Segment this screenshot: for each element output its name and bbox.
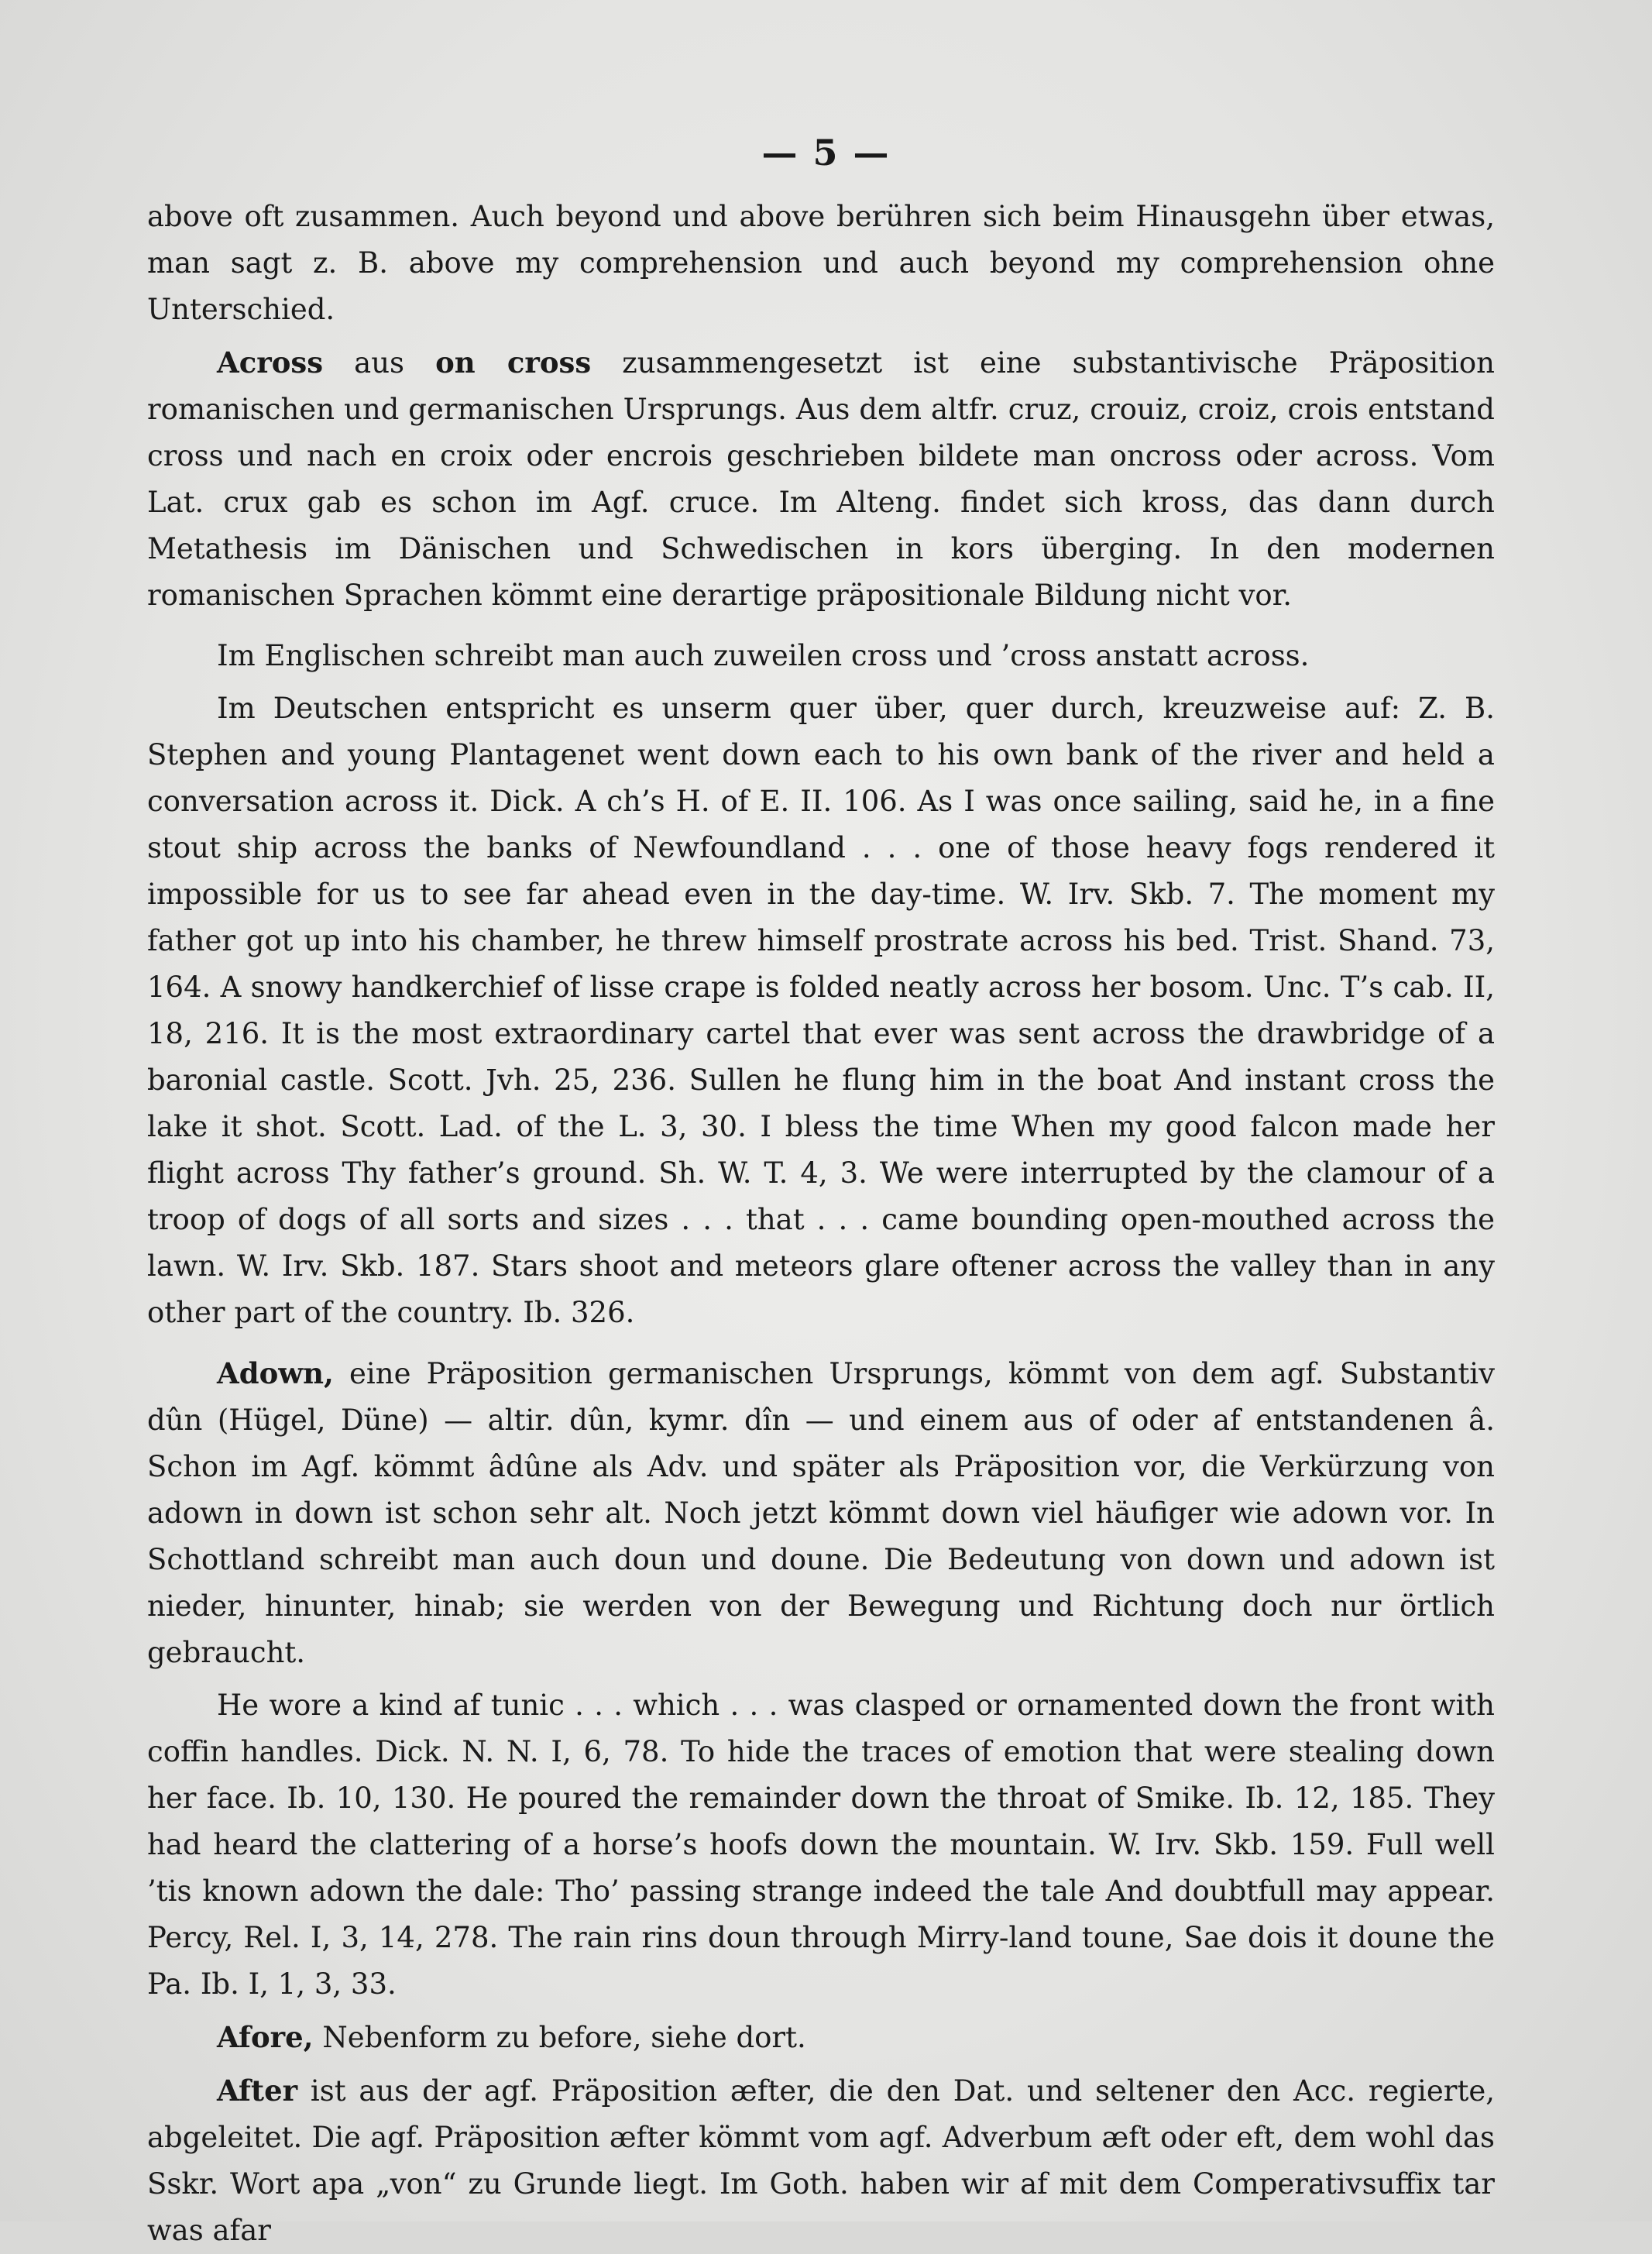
paragraph-text: zusammengesetzt ist eine substantivische Präposition romanischen und germanischen Ursprungs. Aus dem altfr. cruz, crouiz, croiz, crois entstand cross und nach en croix oder encrois geschrieben bildete man oncross oder across. Vom Lat. crux gab es schon im Agf. cruce. Im Alteng. findet sich kross, das dann durch Metathesis im Dänischen und Schwedischen in kors überging. In den modernen romanischen Sprachen kömmt eine derartige präpositionale Bildung nicht vor.	[147, 346, 1495, 612]
page-number: — 5 —	[761, 132, 891, 174]
lemma-adown: Adown,	[217, 1356, 334, 1390]
paragraph-text: above oft zusammen. Auch beyond und above berühren sich beim Hinausgehn über etwas, man sagt z. B. above my comprehension und auch beyond my comprehension ohne Unterschied.	[147, 200, 1495, 326]
paragraph-text: He wore a kind af tunic . . . which . . . was clasped or ornamented down the front with coffin handles. Dick. N. N. I, 6, 78. To hide the traces of emotion that were stealing down her face. Ib. 10, 130. He poured the remainder down the throat of Smike. Ib. 12, 185. They had heard the clattering of a horse’s hoofs down the mountain. W. Irv. Skb. 159. Full well ’tis known adown the dale: Tho’ passing strange indeed the tale And doubtfull may appear. Percy, Rel. I, 3, 14, 278. The rain rins doun through Mirry-land toune, Sae dois it doune the Pa. Ib. I, 1, 3, 33.	[147, 1689, 1495, 2001]
body-text	[147, 194, 1495, 2254]
paragraph-text: Im Deutschen entspricht es unserm quer über, quer durch, kreuzweise auf: Z. B. Stephen and young Plantagenet went down each to his own bank of the river and held a conversation across it. Dick. A ch’s H. of E. II. 106. As I was once sailing, said he, in a fine stout ship across the banks of Newfoundland . . . one of those heavy fogs rendered it impossible for us to see far ahead even in the day-time. W. Irv. Skb. 7. The moment my father got up into his chamber, he threw himself prostrate across his bed. Trist. Shand. 73, 164. A snowy handkerchief of lisse crape is folded neatly across her bosom. Unc. T’s cab. II, 18, 216. It is the most extraordinary cartel that ever was sent across the drawbridge of a baronial castle. Scott. Jvh. 25, 236. Sullen he flung him in the boat And instant cross the lake it shot. Scott. Lad. of the L. 3, 30. I bless the time When my good falcon made her flight across Thy father’s ground. Sh. W. T. 4, 3. We were interrupted by the clamour of a troop of dogs of all sorts and sizes . . . that . . . came bounding open-mouthed across the lawn. W. Irv. Skb. 187. Stars shoot and meteors glare oftener across the valley than in any other part of the country. Ib. 326.	[147, 692, 1495, 1329]
paragraph-deutschen-examples	[147, 685, 1495, 1336]
paragraph-text: Nebenform zu before, siehe dort.	[313, 2021, 806, 2054]
paragraph-after	[147, 2067, 1495, 2254]
paragraph-text: aus	[323, 346, 436, 380]
paragraph-above-beyond	[147, 194, 1495, 333]
paragraph-afore	[147, 2014, 1495, 2061]
paragraph-text: eine Präposition germanischen Ursprungs, kömmt von dem agf. Substantiv dûn (Hügel, Düne) — altir. dûn, kymr. dîn — und einem aus of oder af entstandenen â. Schon im Agf. kömmt âdûne als Adv. und später als Präposition vor, die Verkürzung von adown in down ist schon sehr alt. Noch jetzt kömmt down viel häufiger wie adown vor. In Schottland schreibt man auch doun und doune. Die Bedeutung von down und adown ist nieder, hinunter, hinab; sie werden von der Bewegung und Richtung doch nur örtlich gebraucht.	[147, 1357, 1495, 1669]
paragraph-adown	[147, 1350, 1495, 1676]
lemma-on-cross: on cross	[435, 345, 592, 380]
paragraph-text: ist aus der agf. Präposition æfter, die den Dat. und seltener den Acc. regierte, abgeleitet. Die agf. Präposition æfter kömmt vom agf. Adverbum æft oder eft, dem wohl das Sskr. Wort apa „von“ zu Grunde liegt. Im Goth. haben wir af mit dem Comperativsuffix tar was afar	[147, 2074, 1495, 2247]
paragraph-across	[147, 339, 1495, 619]
lemma-after: After	[217, 2074, 298, 2108]
paragraph-text: Im Englischen schreibt man auch zuweilen cross und ’cross anstatt across.	[217, 639, 1310, 672]
lemma-afore: Afore,	[217, 2020, 314, 2054]
paragraph-adown-examples	[147, 1682, 1495, 2008]
paragraph-englischen	[147, 633, 1495, 679]
lemma-across: Across	[217, 345, 324, 380]
